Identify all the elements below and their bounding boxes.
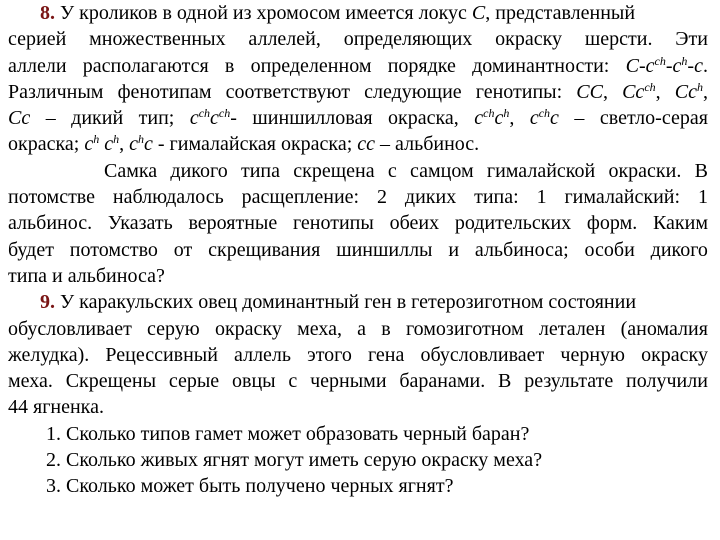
problem-8-line-9: альбинос. Указать вероятные генотипы обеих родительских форм. Каким (8, 212, 708, 235)
problem-9-line-4: меха. Скрещены серые овцы с черными баранами. В результате получили (8, 370, 708, 393)
problem-9-line-5: 44 ягненка. (8, 396, 104, 419)
problem-9-line-1: 9. У каракульских овец доминантный ген в гетерозиготном состоянии (40, 291, 637, 314)
problem-8-line-3: аллели располагаются в определенном порядке доминантности: $C-c^{ch}-c^h-c$. (8, 53, 708, 77)
problem-8-line-1: 8. У кроликов в одной из хромосом имеется локус C, представленный (40, 2, 636, 24)
problem-8-number: 8. (40, 2, 55, 24)
problem-8-line-2: серией множественных аллелей, определяющих окраску шерсти. Эти (8, 28, 708, 51)
problem-8-line-11: типа и альбиноса? (8, 264, 165, 287)
problem-9-line-3: желудка). Рецессивный аллель этого гена обусловливает черную окраску (8, 343, 708, 366)
problem-8-line-10: будет потомство от скрещивания шиншиллы и альбиноса; особи дикого (8, 238, 708, 261)
problem-8-line-8: потомстве наблюдалось расщепление: 2 диких типа: 1 гималайский: 1 (8, 186, 708, 209)
problem-9-line-2: обусловливает серую окраску меха, а в гомозиготном летален (аномалия (8, 317, 708, 340)
problem-8-line-7: Самка дикого типа скрещена с самцом гималайской окраски. В (104, 159, 708, 182)
problem-9-number: 9. (40, 291, 55, 314)
problem-8-line-4: Различным фенотипам соответствуют следующие генотипы: CC, $Cc^{ch}$, Cc$^h$, (8, 79, 708, 103)
question-3: 3. Сколько может быть получено черных ягнят? (46, 475, 454, 498)
document-page (8, 0, 708, 500)
question-2: 2. Сколько живых ягнят могут иметь серую окраску меха? (46, 449, 543, 472)
question-1: 1. Сколько типов гамет может образовать черный баран? (46, 422, 530, 445)
problem-8-line-5: Cc – дикий тип; $c^{ch}c^{ch}-$ шиншилловая окраска, $c^{ch}c^h$, $c^{ch}c$ – светло-серая (8, 106, 708, 130)
problem-8-line-6: окраска; $c^h$ $c^h$, $c^hc$ - гималайская окраска; cc – альбинос. (8, 132, 480, 156)
